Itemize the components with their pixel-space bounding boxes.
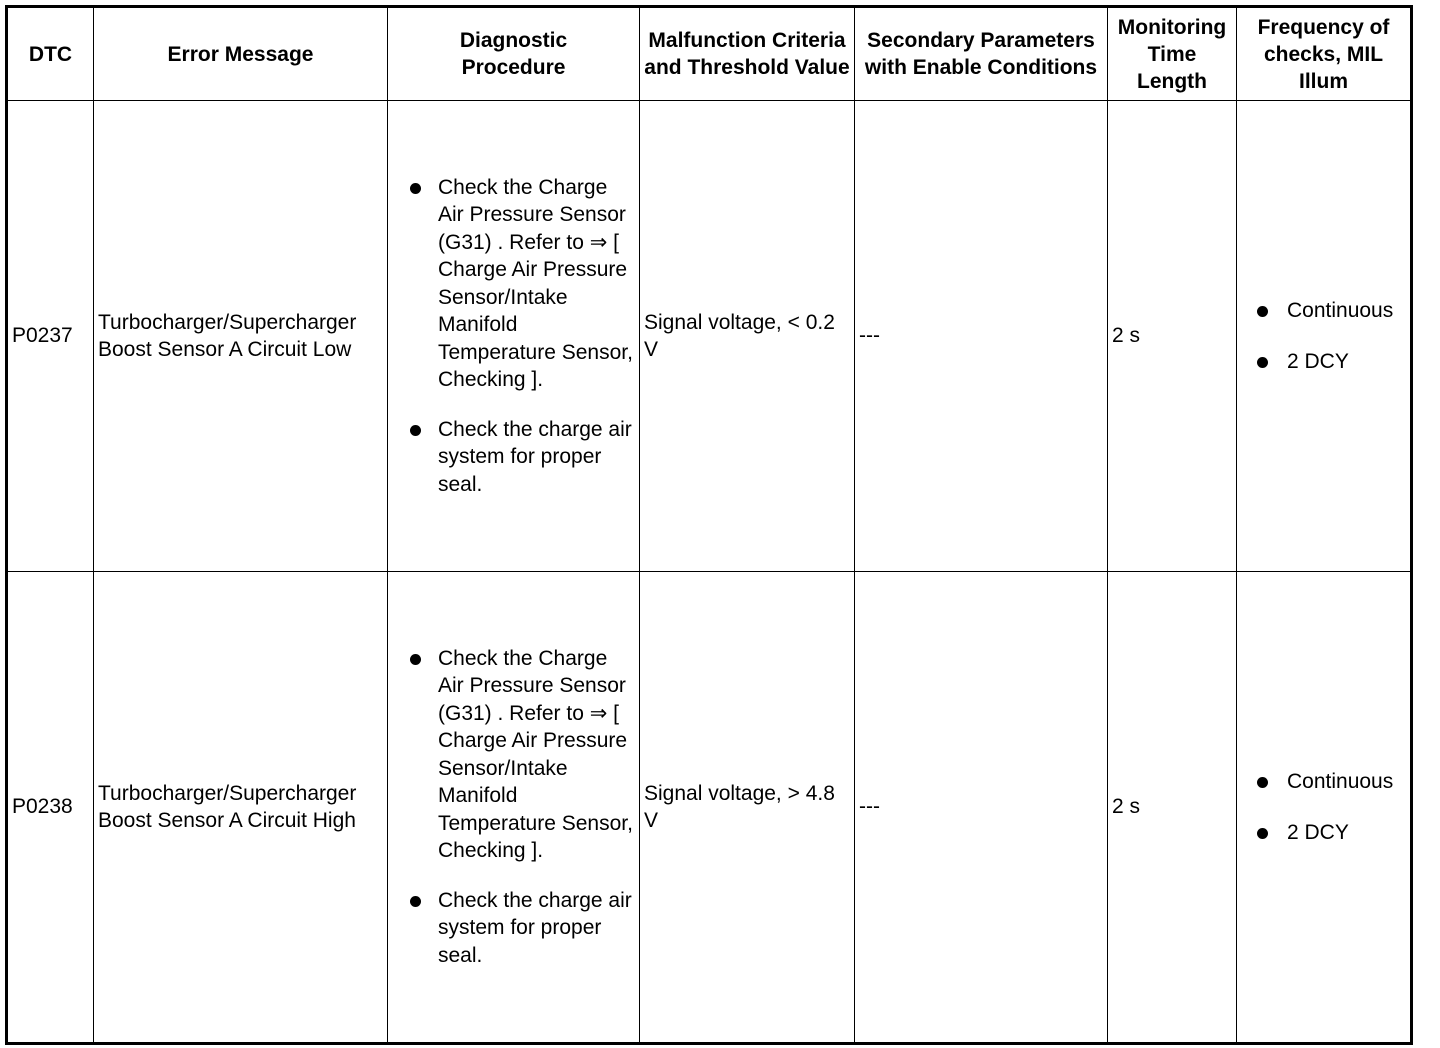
procedure-item	[392, 174, 635, 394]
malfunction-criteria: Signal voltage, < 0.2 V	[640, 101, 855, 572]
frequency-list	[1241, 768, 1406, 846]
monitoring-time: 2 s	[1108, 101, 1237, 572]
procedure-list	[392, 645, 635, 970]
header-secondary-parameters: Secondary Parameters with Enable Conditions	[855, 7, 1108, 101]
frequency-item	[1241, 297, 1406, 325]
frequency	[1237, 101, 1412, 572]
dtc-table	[5, 5, 1413, 1045]
header-malfunction-criteria: Malfunction Criteria and Threshold Value	[640, 7, 855, 101]
procedure-text: Check the Charge Air Pressure Sensor (G31) . Refer to ⇒ [ Charge Air Pressure Sensor/Intake Manifold Temperature Sensor, Checking ].	[438, 175, 633, 392]
frequency-text: Continuous	[1287, 299, 1394, 322]
table-row	[7, 572, 1412, 1044]
frequency-list	[1241, 297, 1406, 375]
bullet-icon	[1257, 306, 1268, 317]
malfunction-criteria: Signal voltage, > 4.8 V	[640, 572, 855, 1044]
frequency	[1237, 572, 1412, 1044]
secondary-parameters: ---	[855, 101, 1108, 572]
frequency-item	[1241, 819, 1406, 847]
bullet-icon	[1257, 828, 1268, 839]
procedure-text: Check the charge air system for proper seal.	[438, 888, 632, 967]
bullet-icon	[1257, 357, 1268, 368]
bullet-icon	[1257, 777, 1268, 788]
procedure-text: Check the Charge Air Pressure Sensor (G31) . Refer to ⇒ [ Charge Air Pressure Sensor/Intake Manifold Temperature Sensor, Checking ].	[438, 646, 633, 863]
dtc-code: P0237	[7, 101, 94, 572]
secondary-parameters: ---	[855, 572, 1108, 1044]
header-frequency: Frequency of checks, MIL Illum	[1237, 7, 1412, 101]
frequency-item	[1241, 768, 1406, 796]
bullet-icon	[410, 896, 421, 907]
bullet-icon	[410, 425, 421, 436]
procedure-text: Check the charge air system for proper seal.	[438, 417, 632, 496]
procedure-list	[392, 174, 635, 499]
bullet-icon	[410, 183, 421, 194]
dtc-code: P0238	[7, 572, 94, 1044]
frequency-text: 2 DCY	[1287, 349, 1349, 373]
procedure-item	[392, 416, 635, 499]
frequency-item	[1241, 348, 1406, 376]
table-row	[7, 101, 1412, 572]
frequency-text: Continuous	[1287, 770, 1394, 793]
procedure-item	[392, 887, 635, 970]
error-message: Turbocharger/Supercharger Boost Sensor A Circuit Low	[94, 101, 388, 572]
header-dtc: DTC	[7, 7, 94, 101]
bullet-icon	[410, 654, 421, 665]
procedure-item	[392, 645, 635, 865]
diagnostic-procedure	[388, 572, 640, 1044]
frequency-text: 2 DCY	[1287, 820, 1349, 844]
header-monitoring-time: Monitoring Time Length	[1108, 7, 1237, 101]
monitoring-time: 2 s	[1108, 572, 1237, 1044]
error-message: Turbocharger/Supercharger Boost Sensor A Circuit High	[94, 572, 388, 1044]
header-error-message: Error Message	[94, 7, 388, 101]
header-diagnostic-procedure: Diagnostic Procedure	[388, 7, 640, 101]
header-row	[7, 7, 1412, 101]
diagnostic-procedure	[388, 101, 640, 572]
